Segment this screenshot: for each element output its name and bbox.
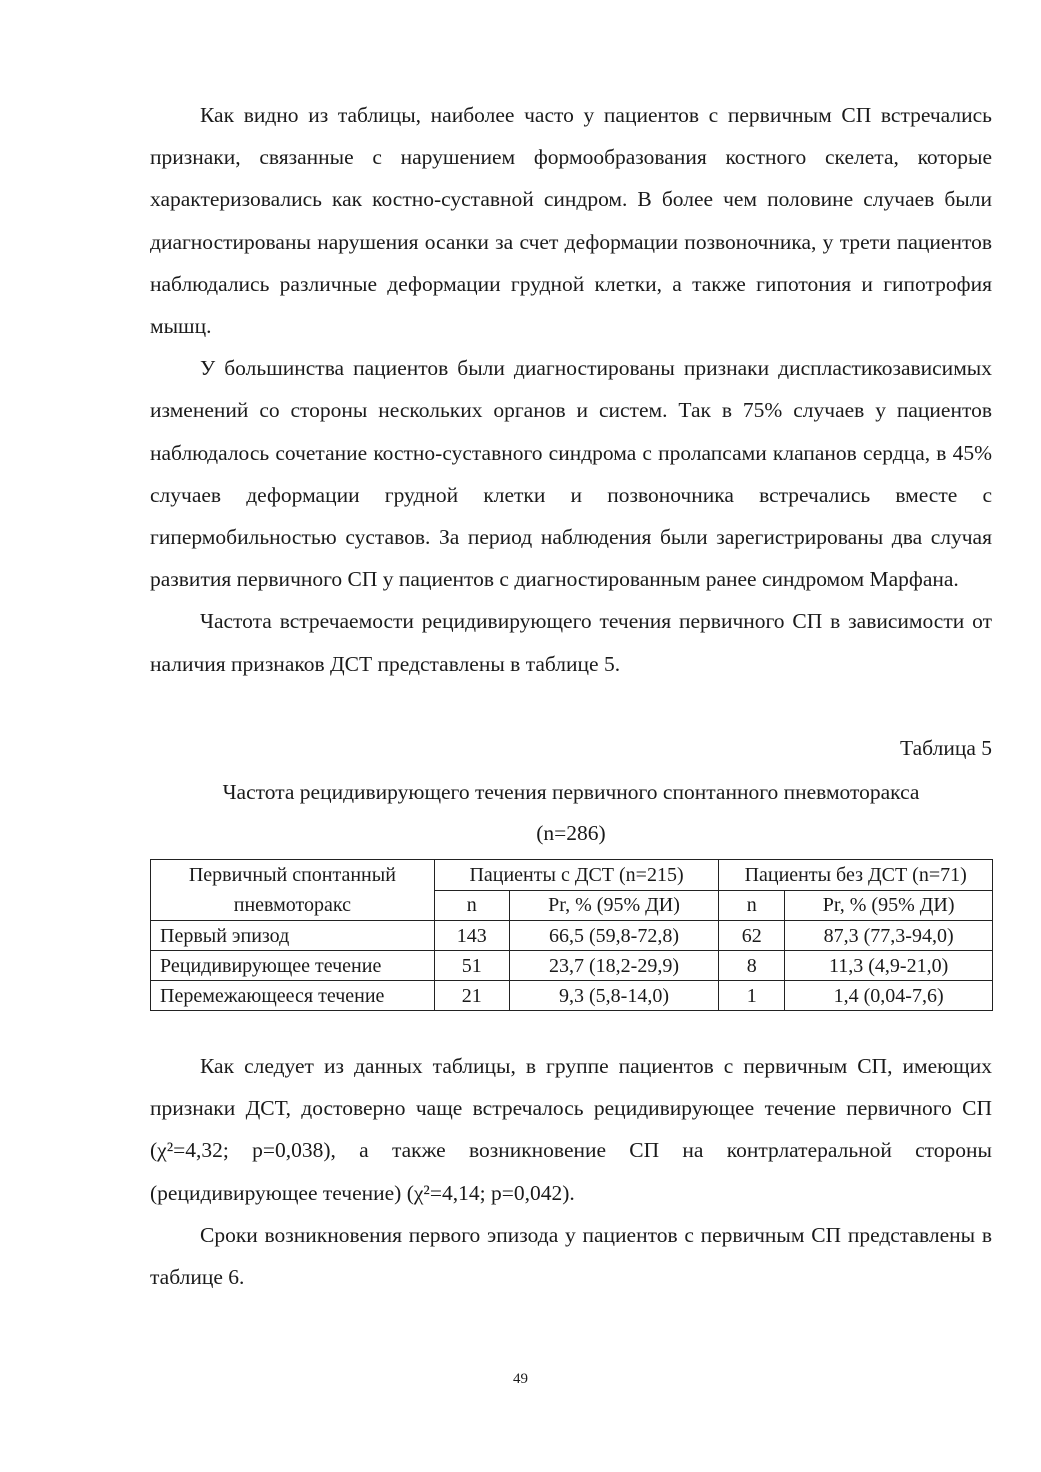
header-row-label: Первичный спонтанный пневмоторакс (151, 860, 435, 921)
paragraph-3: Частота встречаемости рецидивирующего течения первичного СП в зависимости от наличия признаков ДСТ представлены в таблице 5. (150, 609, 992, 676)
header-n-1: n (434, 890, 509, 921)
cell-n1: 21 (434, 981, 509, 1011)
table-caption-line-2: (n=286) (536, 821, 606, 845)
row-label: Первый эпизод (151, 921, 435, 951)
cell-n1: 51 (434, 951, 509, 981)
header-group-with-dst: Пациенты с ДСТ (n=215) (434, 860, 719, 891)
cell-pr1: 66,5 (59,8-72,8) (509, 921, 719, 951)
text-block-top (150, 94, 992, 685)
cell-pr2: 87,3 (77,3-94,0) (785, 921, 993, 951)
table-caption (150, 772, 992, 854)
text-block-bottom (150, 1045, 992, 1298)
header-n-2: n (719, 890, 785, 921)
paragraph-5: Сроки возникновения первого эпизода у пациентов с первичным СП представлены в таблице 6. (150, 1222, 992, 1290)
header-pr-1: Pr, % (95% ДИ) (509, 890, 719, 921)
cell-n2: 1 (719, 981, 785, 1011)
table-label: Таблица 5 (900, 736, 992, 760)
paragraph-2: У большинства пациентов были диагностированы признаки диспластикозависимых изменений со стороны нескольких органов и систем. Так в 75% случаев у пациентов наблюдалось сочетание костно-суставного синдрома с пролапсами клапанов сердца, в 45% случаев деформации грудной клетки и позвоночника встречались вместе с гипермобильностью суставов. За период наблюдения были зарегистрированы два случая развития первичного СП у пациентов с диагностированным ранее синдромом Марфана. (150, 356, 992, 592)
cell-pr2: 11,3 (4,9-21,0) (785, 951, 993, 981)
cell-n2: 62 (719, 921, 785, 951)
cell-pr1: 9,3 (5,8-14,0) (509, 981, 719, 1011)
row-label: Рецидивирующее течение (151, 951, 435, 981)
table-row (151, 981, 993, 1011)
data-table (150, 859, 993, 1011)
cell-n2: 8 (719, 951, 785, 981)
table-row (151, 921, 993, 951)
page-number: 49 (513, 1371, 528, 1387)
row-label: Перемежающееся течение (151, 981, 435, 1011)
paragraph-4: Как следует из данных таблицы, в группе пациентов с первичным СП, имеющих признаки ДСТ, достоверно чаще встречалось рецидивирующее течение первичного СП (χ²=4,32; p=0,038), а также возникновение СП на контрлатеральной стороны (рецидивирующее течение) (χ²=4,14; p=0,042). (150, 1054, 992, 1205)
cell-pr2: 1,4 (0,04-7,6) (785, 981, 993, 1011)
table-caption-line-1: Частота рецидивирующего течения первичного спонтанного пневмоторакса (222, 780, 920, 804)
cell-pr1: 23,7 (18,2-29,9) (509, 951, 719, 981)
table-header-row-1 (151, 860, 993, 891)
header-pr-2: Pr, % (95% ДИ) (785, 890, 993, 921)
paragraph-1: Как видно из таблицы, наиболее часто у пациентов с первичным СП встречались признаки, связанные с нарушением формообразования костного скелета, которые характеризовались как костно-суставной синдром. В более чем половине случаев были диагностированы нарушения осанки за счет деформации позвоночника, у трети пациентов наблюдались различные деформации грудной клетки, а также гипотония и гипотрофия мышц. (150, 103, 992, 339)
header-group-without-dst: Пациенты без ДСТ (n=71) (719, 860, 993, 891)
cell-n1: 143 (434, 921, 509, 951)
table-row (151, 951, 993, 981)
